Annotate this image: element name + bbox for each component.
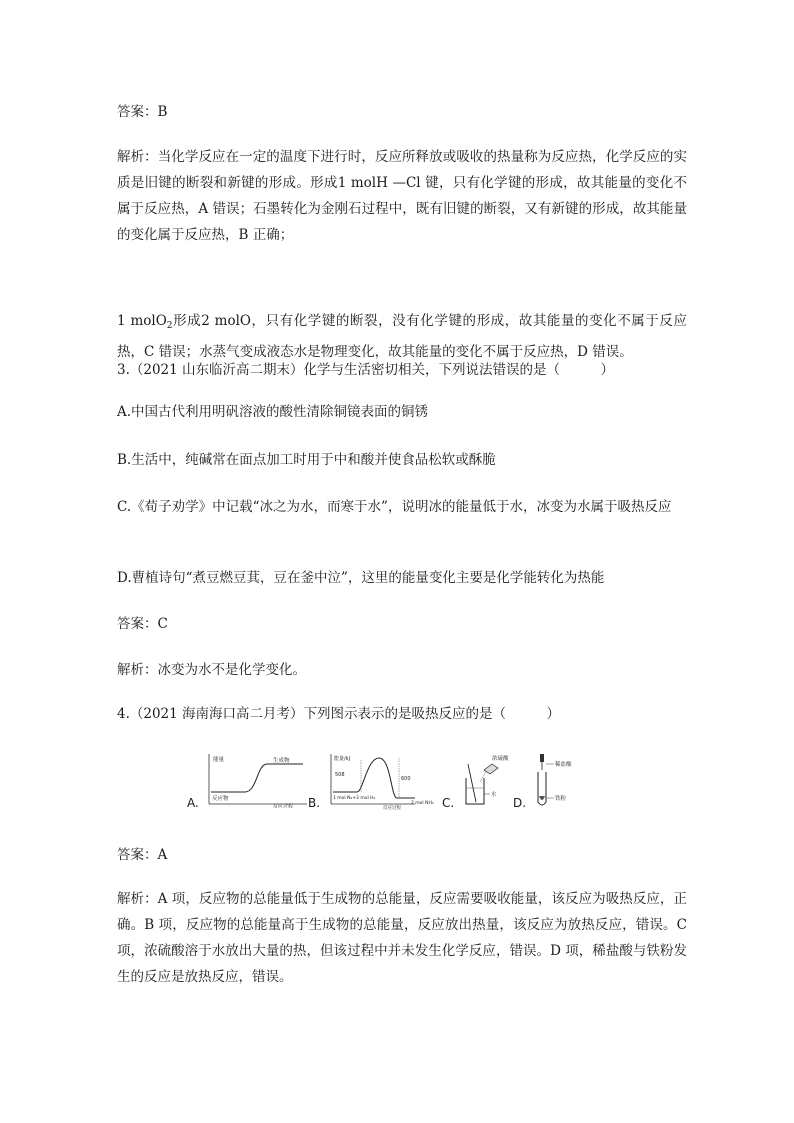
figure-d: [513, 752, 585, 814]
fig-c-reagent-label: 浓硫酸: [492, 756, 509, 762]
q3-option-d: D.曹植诗句“煮豆燃豆萁，豆在釜中泣”，这里的能量变化主要是化学能转化为热能: [117, 570, 605, 586]
fig-a-reactant-label: 反应物: [212, 796, 229, 802]
q2-analysis-paragraph-1: 解析：当化学反应在一定的温度下进行时，反应所释放或吸收的热量称为反应热，化学反应的实质是旧键的断裂和新键的形成。形成1 molH —Cl 键，只有化学键的形成，故其能量的变化不属于反应热，A 错误；石墨转化为金刚石过程中，既有旧键的断裂，又有新键的形成，故其能量的变化属于反应热，B 正确；: [117, 149, 687, 243]
figure-c: [442, 752, 514, 814]
fig-b-ylabel: 能量/kJ: [334, 756, 351, 762]
energy-diagram-b: [327, 752, 437, 810]
fig-b-value-508: 508: [335, 772, 345, 778]
fig-a-ylabel: 能量: [213, 757, 225, 763]
fig-c-water-label: 水: [491, 792, 497, 798]
q3-option-b: B.生活中，纯碱常在面点加工时用于中和酸并使食品松软或酥脆: [117, 452, 496, 468]
fig-b-value-600: 600: [401, 776, 411, 782]
q2-analysis-p2-start: 1 molO: [117, 313, 167, 329]
figure-a-label: A.: [187, 796, 199, 810]
q3-answer: 答案：C: [117, 616, 168, 632]
q4-answer: 答案：A: [117, 847, 168, 863]
q4-figures: [117, 752, 687, 816]
figure-c-label: C.: [442, 796, 455, 810]
q3-stem: 3.（2021 山东临沂高二期末）化学与生活密切相关，下列说法错误的是（ ）: [117, 362, 615, 378]
q2-analysis-p2-rest: 形成2 molO，只有化学键的断裂，没有化学键的形成，故其能量的变化不属于反应热，C 错误；水蒸气变成液态水是物理变化，故其能量的变化不属于反应热，D 错误。: [117, 313, 687, 360]
q3-option-c: C.《荀子劝学》中记载“冰之为水，而寒于水”，说明冰的能量低于水，冰变为水属于吸热反应: [117, 499, 672, 515]
fig-a-product-label: 生成物: [273, 758, 290, 764]
figure-d-label: D.: [513, 796, 527, 810]
energy-diagram-a: [205, 752, 310, 808]
q4-analysis: 解析：A 项，反应物的总能量低于生成物的总能量，反应需要吸收能量，该反应为吸热反应，正确。B 项，反应物的总能量高于生成物的总能量，反应放出热量，该反应为放热反应，错误。C 项，浓硫酸溶于水放出大量的热，但该过程中并未发生化学反应，错误。D 项，稀盐酸与铁粉发生的反应是放热反应，错误。: [117, 891, 687, 985]
q4-stem: 4.（2021 海南海口高二月考）下列图示表示的是吸热反应的是（ ）: [117, 706, 561, 722]
fig-d-acid-label: 稀盐酸: [555, 762, 572, 768]
fig-b-reactant-label: 1 mol N₂+3 mol H₂: [333, 796, 376, 801]
q2-answer: 答案：B: [117, 104, 168, 120]
figure-b-label: B.: [308, 796, 321, 810]
subscript-2: 2: [166, 321, 173, 331]
figure-b: [308, 752, 437, 814]
fig-a-xlabel: 反应过程: [273, 804, 294, 808]
test-tube-apparatus: [530, 752, 585, 810]
beaker-apparatus: [454, 752, 514, 810]
q3-analysis: 解析：冰变为水不是化学变化。: [117, 662, 306, 678]
fig-b-xlabel: 反应过程: [383, 806, 401, 810]
fig-d-metal-label: 铁粉: [555, 796, 567, 802]
q3-option-a: A.中国古代利用明矾溶液的酸性清除铜镜表面的铜锈: [117, 404, 429, 420]
fig-b-product-label: 2 mol NH₃: [411, 801, 434, 806]
figure-a: [187, 752, 310, 812]
